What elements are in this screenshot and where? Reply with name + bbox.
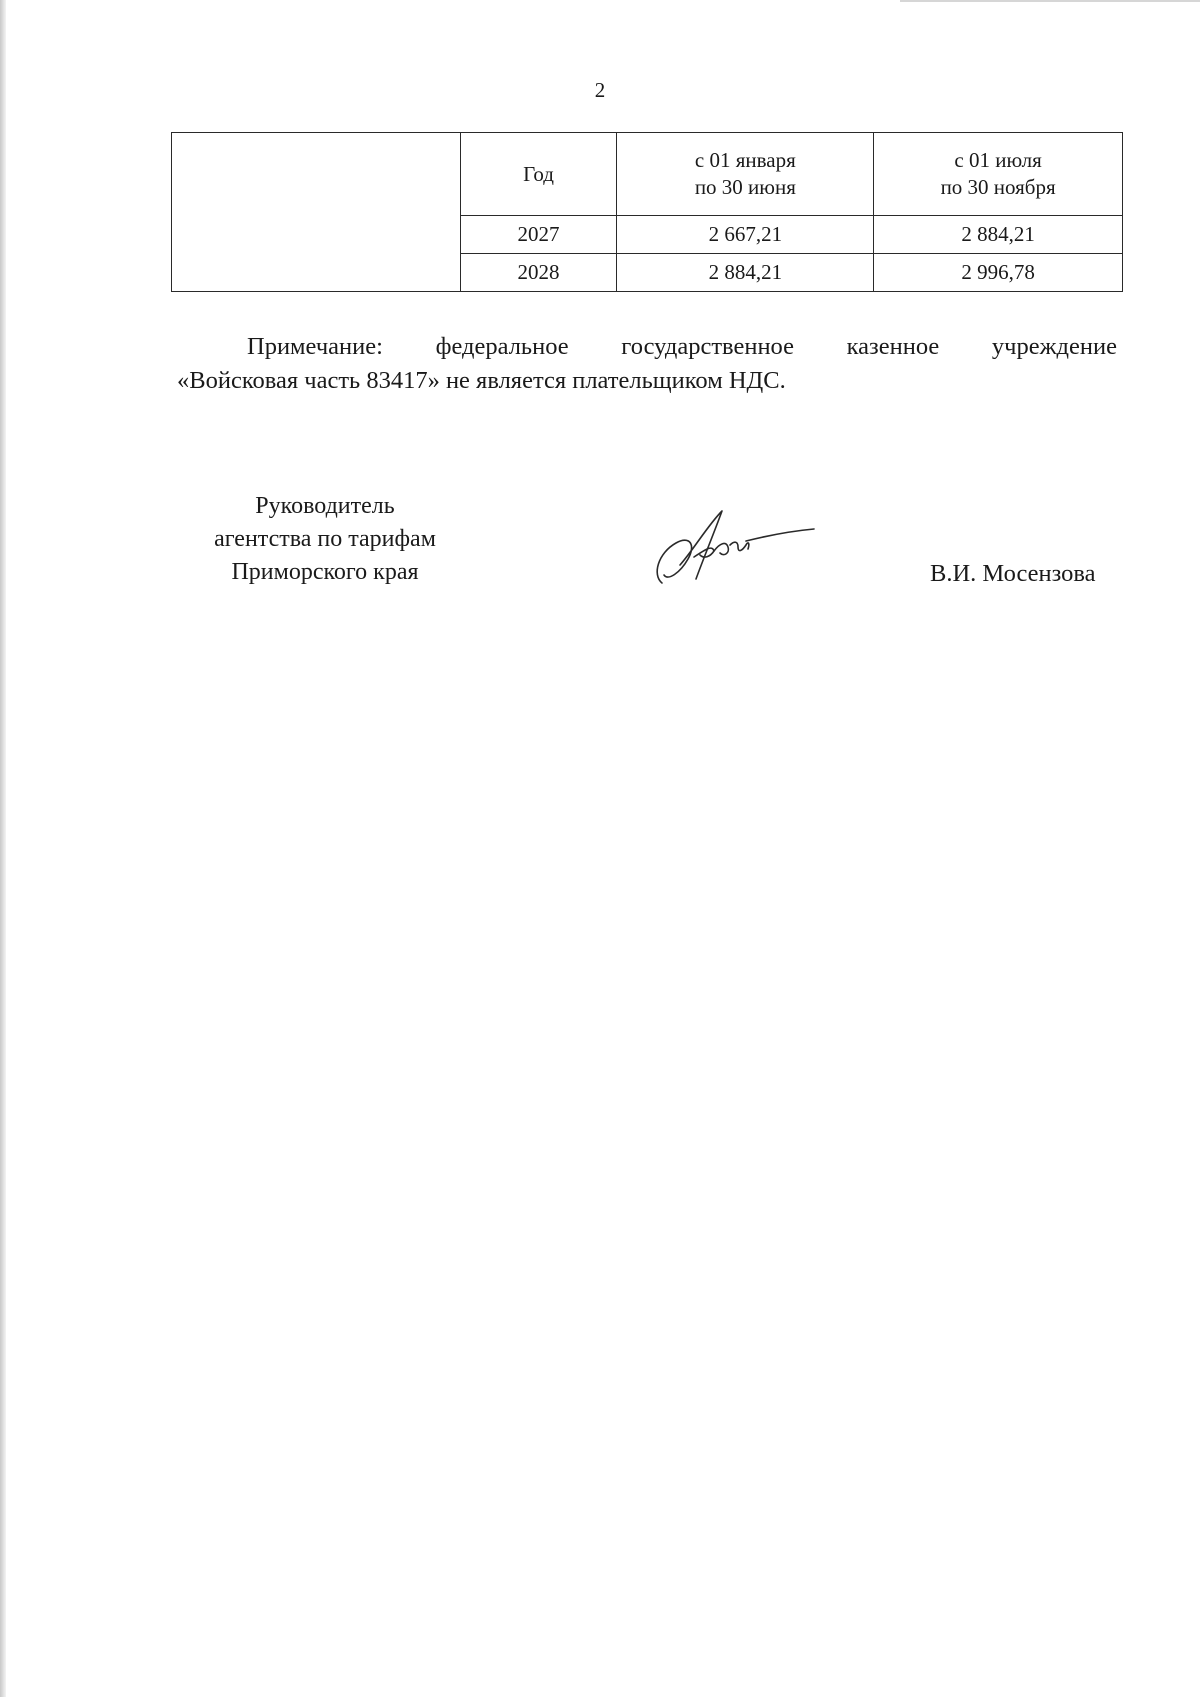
signer-title-line: Приморского края xyxy=(231,559,419,585)
header-first-half xyxy=(617,133,874,216)
cell-year: 2027 xyxy=(460,216,617,254)
header-first-half-line1: с 01 января xyxy=(694,148,796,172)
table-header-row xyxy=(172,133,1123,216)
signer-title xyxy=(160,490,490,589)
header-second-half-line1: с 01 июля xyxy=(954,148,1042,172)
signer-name: В.И. Мосензова xyxy=(930,560,1096,587)
cell-second-half: 2 884,21 xyxy=(874,216,1123,254)
note-line-1: Примечание: федеральное государственное казенное учреждение xyxy=(247,333,1117,360)
note-paragraph xyxy=(177,330,1117,398)
cell-year: 2028 xyxy=(460,254,617,292)
tariff-table xyxy=(171,132,1123,292)
handwritten-signature-icon xyxy=(650,505,820,590)
scan-edge-shadow xyxy=(0,0,6,1697)
cell-first-half: 2 667,21 xyxy=(617,216,874,254)
header-first-half-line2: по 30 июня xyxy=(694,175,796,199)
signer-title-line: агентства по тарифам xyxy=(214,526,436,552)
header-second-half-line2: по 30 ноября xyxy=(940,175,1056,199)
page-number: 2 xyxy=(594,78,606,102)
table-blank-cell xyxy=(172,133,461,292)
note-line-2: «Войсковая часть 83417» не является плательщиком НДС. xyxy=(177,367,786,394)
cell-first-half: 2 884,21 xyxy=(617,254,874,292)
cell-second-half: 2 996,78 xyxy=(874,254,1123,292)
scan-top-edge xyxy=(900,0,1200,2)
signer-title-line: Руководитель xyxy=(255,493,395,519)
header-year: Год xyxy=(460,133,617,216)
header-second-half xyxy=(874,133,1123,216)
